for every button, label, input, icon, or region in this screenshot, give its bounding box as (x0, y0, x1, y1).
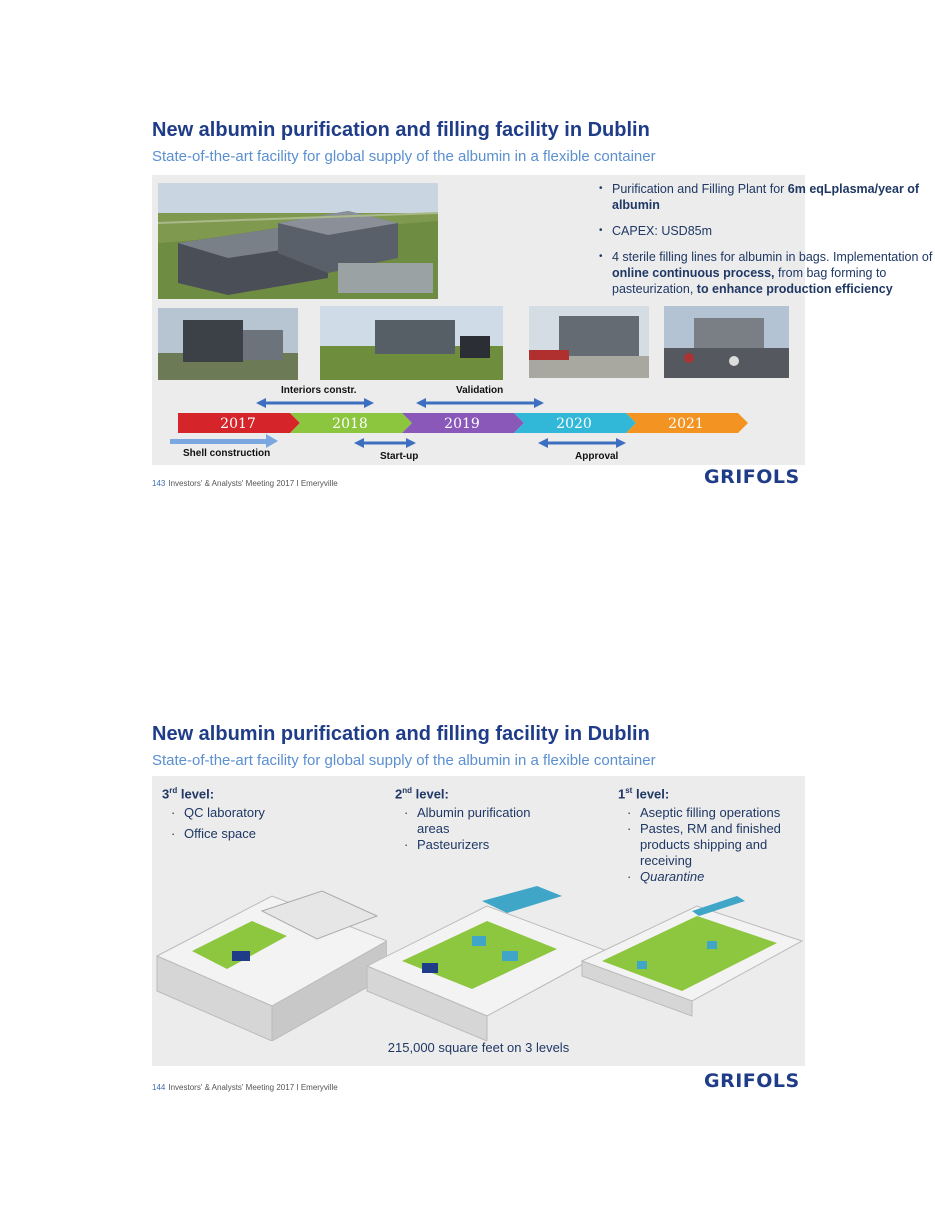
facility-bullets (598, 181, 935, 307)
year-label-2020: 2020 (556, 416, 592, 432)
level-2-heading: 2nd level: (395, 786, 449, 802)
footer-text: Investors' & Analysts' Meeting 2017 I Emeryville (168, 1083, 338, 1092)
list-item: · Albumin purification areas (395, 805, 565, 837)
page-number: 144 (152, 1083, 166, 1092)
content-panel (152, 776, 805, 1066)
list-item: · Pasteurizers (395, 837, 565, 853)
year-label-2018: 2018 (332, 416, 368, 432)
construction-photo-4 (664, 306, 789, 378)
content-panel (152, 175, 933, 465)
bullet-filling-mid: from bag forming to pasteurization, (612, 266, 887, 296)
year-chevrons (178, 413, 748, 433)
grifols-logo: GRIFOLS (704, 1070, 800, 1092)
bullet-filling-lines (598, 249, 935, 297)
list-item: · Office space (162, 826, 352, 842)
label-approval: Approval (575, 451, 619, 462)
bullet-filling-bold1: online continuous process, (612, 266, 775, 280)
aerial-render-image (158, 183, 438, 299)
floor-plan-level-3 (152, 881, 387, 1041)
year-label-2019: 2019 (444, 416, 480, 432)
footer (152, 1083, 338, 1092)
floor-plan-level-1 (577, 881, 805, 1041)
bullet-capex-text: CAPEX: USD85m (612, 224, 713, 238)
construction-photo-3 (529, 306, 649, 378)
level-1-list (618, 805, 798, 885)
level-2-column (395, 786, 565, 853)
footer (152, 479, 338, 488)
bullet-filling-bold2: to enhance production efficiency (696, 282, 893, 296)
grifols-logo: GRIFOLS (704, 466, 800, 488)
slide-subtitle: State-of-the-art facility for global supply of the albumin in a flexible container (152, 148, 656, 165)
label-start-up: Start-up (380, 451, 419, 462)
label-shell-construction: Shell construction (183, 448, 271, 459)
slide-subtitle: State-of-the-art facility for global supply of the albumin in a flexible container (152, 752, 656, 769)
page-number: 143 (152, 479, 166, 488)
label-validation: Validation (456, 385, 504, 396)
construction-photo-1 (158, 308, 298, 380)
level-3-heading: 3rd level: (162, 786, 215, 802)
slide-title: New albumin purification and filling facility in Dublin (152, 119, 650, 141)
year-label-2021: 2021 (668, 416, 704, 432)
level-1-heading: 1st level: (618, 786, 670, 802)
slide-title: New albumin purification and filling facility in Dublin (152, 723, 650, 745)
bullet-capex (598, 223, 935, 239)
level-1-column (618, 786, 798, 885)
footer-text: Investors' & Analysts' Meeting 2017 I Emeryville (168, 479, 338, 488)
bullet-capacity-text: Purification and Filling Plant for (612, 182, 788, 196)
label-interiors-construction: Interiors constr. (281, 385, 357, 396)
list-item: · Aseptic filling operations (618, 805, 798, 821)
bullet-capacity (598, 181, 935, 213)
level-2-list (395, 805, 565, 853)
level-3-list (162, 805, 352, 842)
floor-plan-level-2 (362, 881, 607, 1041)
total-area-text: 215,000 square feet on 3 levels (387, 1040, 570, 1055)
year-label-2017: 2017 (220, 416, 256, 432)
bullet-capacity-bold: 6m eqLplasma/year of albumin (612, 182, 920, 212)
bullet-filling-text: 4 sterile filling lines for albumin in bags. Implementation of (612, 250, 933, 264)
level-3-column (162, 786, 352, 842)
list-item: · QC laboratory (162, 805, 352, 821)
list-item: · Pastes, RM and finished products shipping and receiving (618, 821, 798, 869)
construction-photo-2 (320, 306, 503, 380)
list-item: · Quarantine (618, 869, 798, 885)
